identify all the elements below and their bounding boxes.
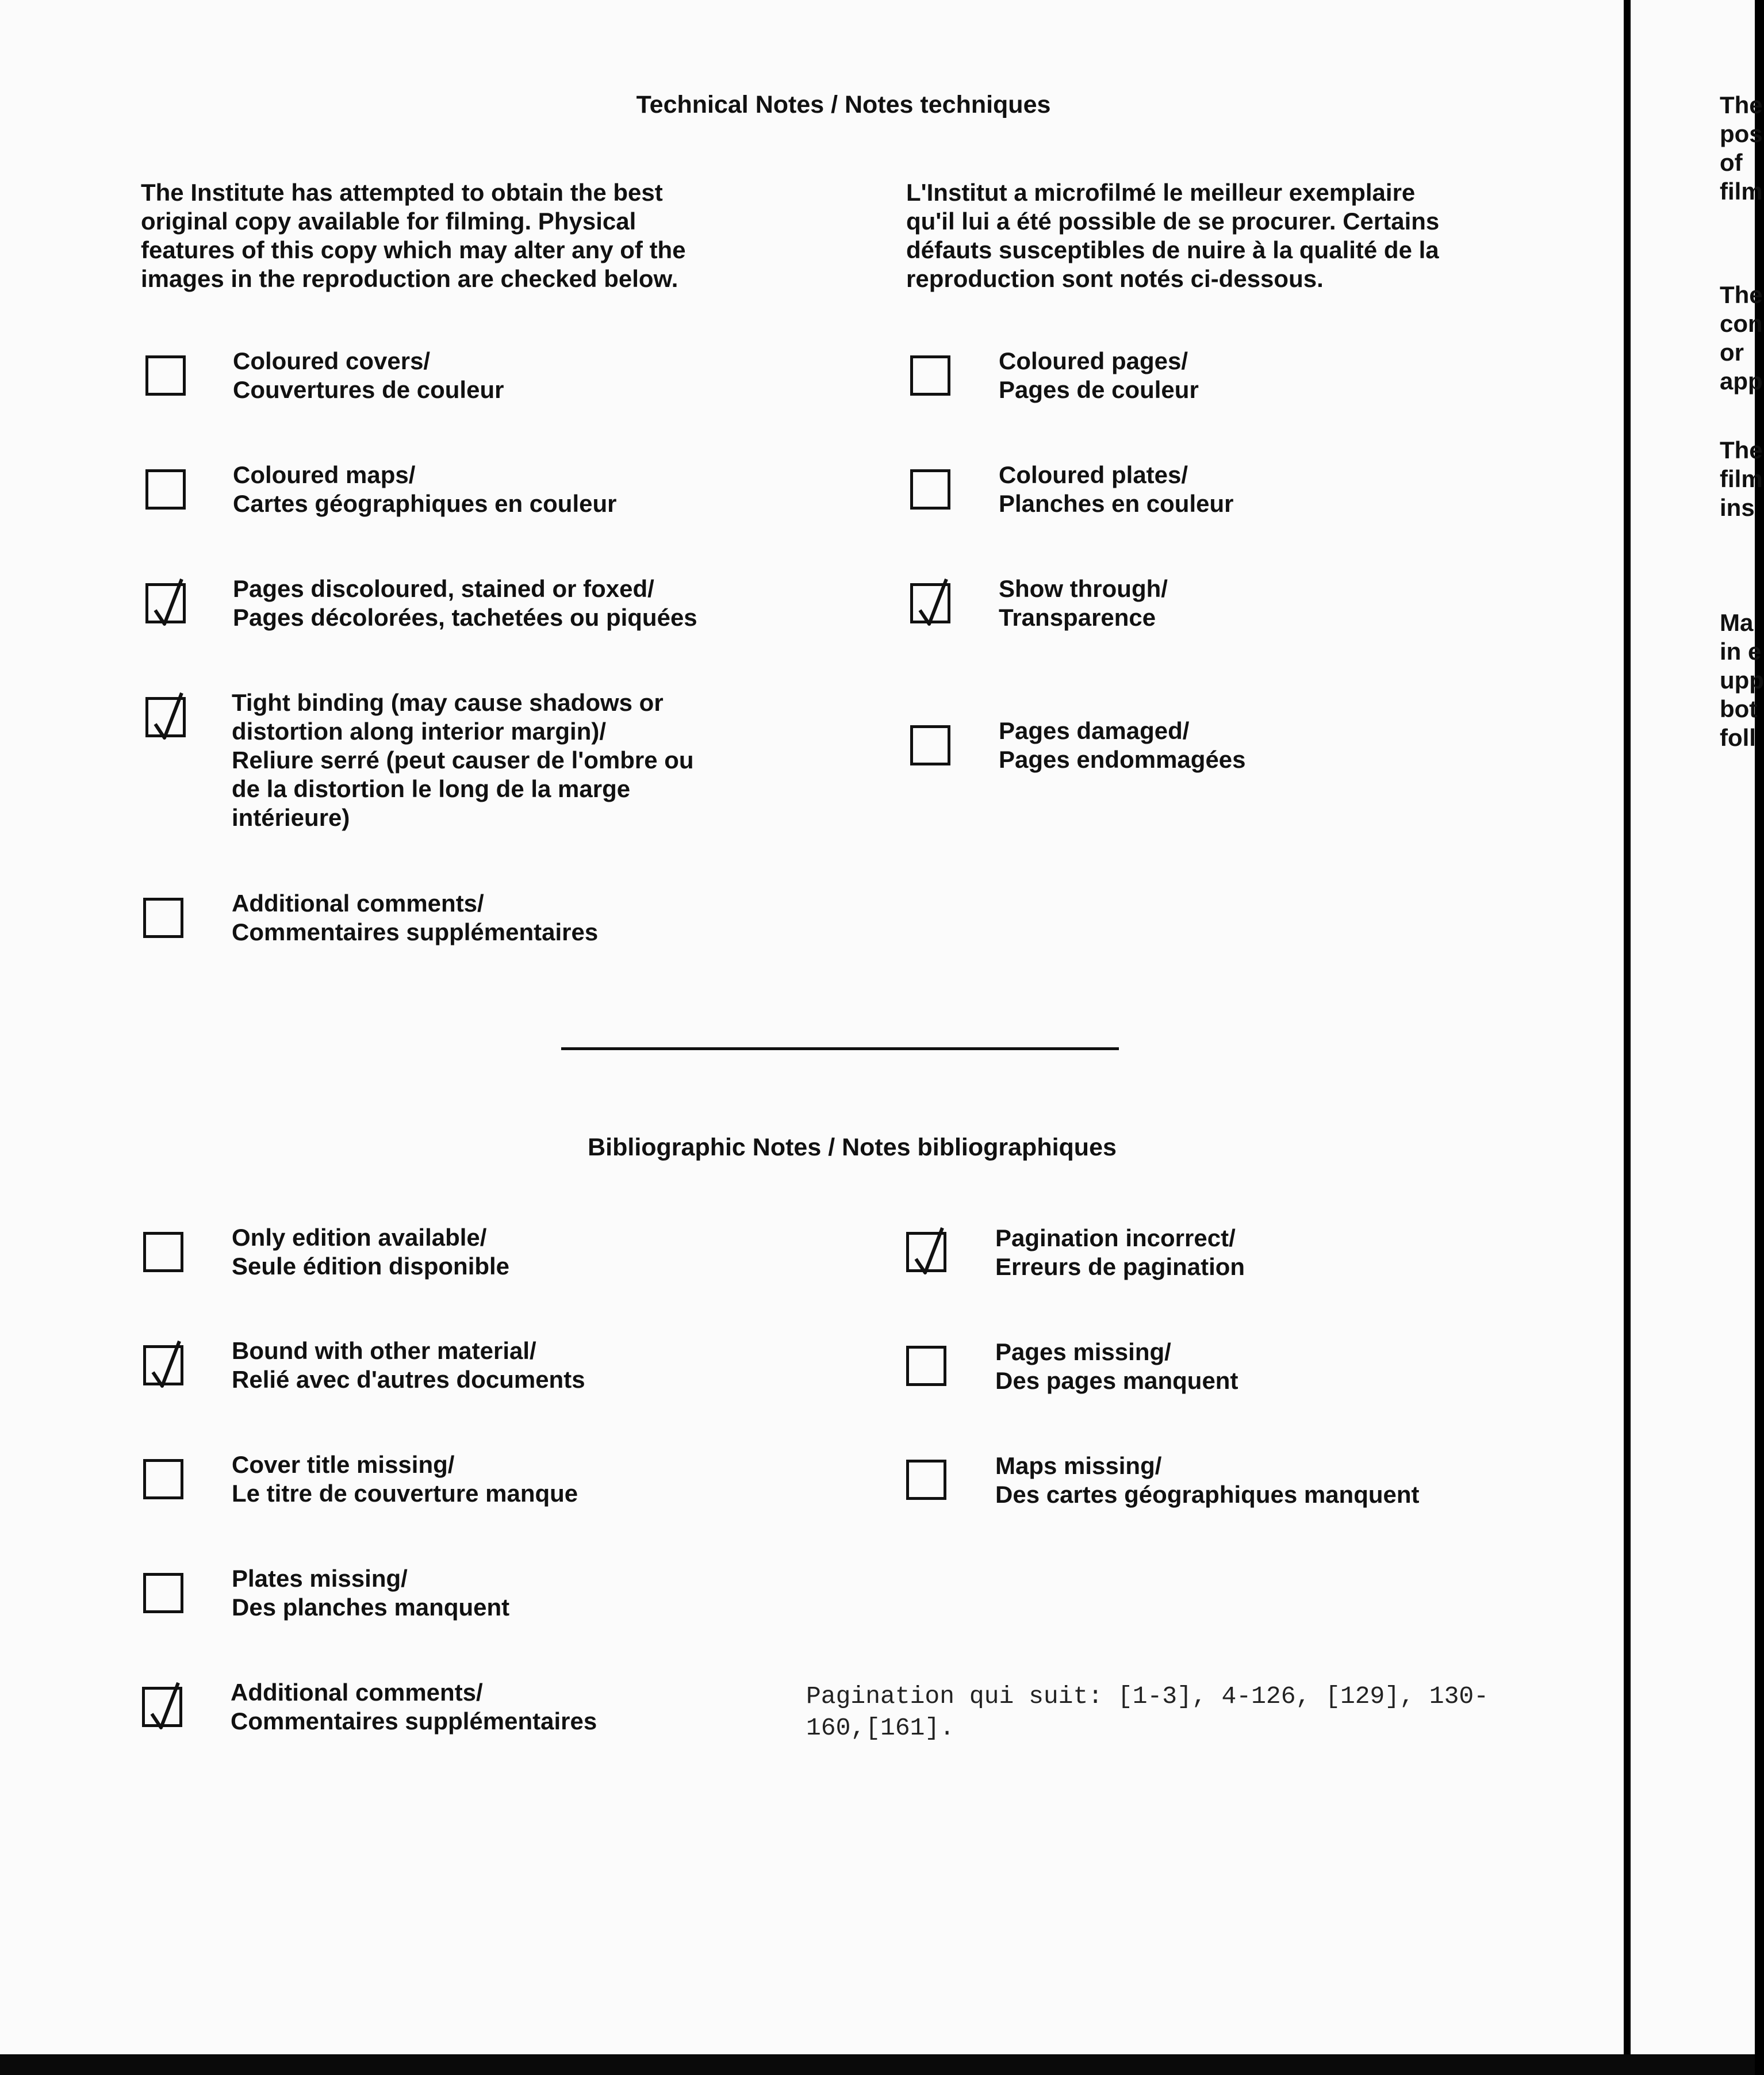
item-label-en: Additional comments/ xyxy=(231,1679,483,1706)
item-label-fr: Couvertures de couleur xyxy=(233,376,504,403)
checkbox[interactable] xyxy=(906,1460,946,1500)
item-label-en: Coloured covers/ xyxy=(233,347,431,374)
fragment-text: foll xyxy=(1720,724,1756,751)
fragment-text: Ma xyxy=(1720,609,1754,636)
technical-intro-french: L'Institut a microfilmé le meilleur exemplaire qu'il lui a été possible de se procurer. Certains défauts susceptibles de nuire à la qualité de la reproduction sont notés ci-dessous. xyxy=(906,179,1440,292)
item-label-en: Cover title missing/ xyxy=(232,1451,455,1478)
checkbox[interactable] xyxy=(143,1345,183,1385)
checkbox[interactable] xyxy=(906,1346,946,1386)
checkbox[interactable] xyxy=(145,697,186,737)
item-label-en: Pages damaged/ xyxy=(999,717,1190,744)
checkbox[interactable] xyxy=(145,583,186,623)
item-label-en: Maps missing/ xyxy=(995,1452,1162,1479)
checkmark-icon xyxy=(148,1339,183,1391)
checkbox[interactable] xyxy=(910,469,950,510)
item-label-fr: Pages de couleur xyxy=(999,376,1199,403)
fragment-text: film xyxy=(1720,465,1763,492)
item-label-fr: Le titre de couverture manque xyxy=(232,1480,578,1507)
checkmark-icon xyxy=(147,1680,182,1732)
section-divider xyxy=(561,1047,1119,1050)
item-label-fr: Transparence xyxy=(999,604,1156,631)
item-label-fr: Cartes géographiques en couleur xyxy=(233,490,617,517)
fragment-text: pos xyxy=(1720,120,1763,147)
pagination-note: Pagination qui suit: [1-3], 4-126, [129], 130-160,[161]. xyxy=(806,1682,1489,1742)
checkbox[interactable] xyxy=(910,355,950,396)
fragment-text: bot xyxy=(1720,695,1758,722)
fragment-text: upp xyxy=(1720,667,1764,694)
technical-notes-heading: Technical Notes / Notes techniques xyxy=(636,91,1051,118)
item-label-en: Pagination incorrect/ xyxy=(995,1224,1236,1251)
fragment-text: The xyxy=(1720,437,1763,464)
item-label-en: Only edition available/ xyxy=(232,1224,487,1251)
checkbox[interactable] xyxy=(910,725,950,765)
fragment-text: or xyxy=(1720,339,1744,366)
item-label-en: Tight binding (may cause shadows or xyxy=(232,689,664,716)
item-label-fr: Commentaires supplémentaires xyxy=(231,1708,597,1735)
item-label-en: Show through/ xyxy=(999,575,1168,602)
item-label-fr: Pages endommagées xyxy=(999,746,1246,773)
item-label-fr: Erreurs de pagination xyxy=(995,1253,1245,1280)
item-label-en-line2: distortion along interior margin)/ xyxy=(232,718,606,745)
checkbox[interactable] xyxy=(145,469,186,510)
item-label-en: Pages discoloured, stained or foxed/ xyxy=(233,575,654,602)
item-label-en: Pages missing/ xyxy=(995,1338,1171,1365)
fragment-text: in e xyxy=(1720,638,1762,665)
item-label-en: Plates missing/ xyxy=(232,1565,408,1592)
item-label-en: Coloured plates/ xyxy=(999,461,1188,488)
item-label-fr: Des planches manquent xyxy=(232,1594,510,1621)
checkbox[interactable] xyxy=(143,1232,183,1272)
checkbox[interactable] xyxy=(143,898,183,938)
fragment-text: film xyxy=(1720,178,1763,205)
bibliographic-notes-heading: Bibliographic Notes / Notes bibliographiques xyxy=(588,1134,1117,1161)
item-label-fr: Commentaires supplémentaires xyxy=(232,918,599,945)
checkbox[interactable] xyxy=(143,1573,183,1613)
checkbox[interactable] xyxy=(142,1687,182,1727)
checkmark-icon xyxy=(151,577,185,629)
fragment-text: The xyxy=(1720,91,1763,118)
checkbox[interactable] xyxy=(143,1459,183,1499)
item-label-en: Additional comments/ xyxy=(232,890,484,917)
item-label-fr: Seule édition disponible xyxy=(232,1253,510,1280)
fragment-text: ins xyxy=(1720,494,1755,521)
checkbox[interactable] xyxy=(910,583,950,623)
adjacent-page-fragment xyxy=(1631,0,1764,2054)
item-label-en: Bound with other material/ xyxy=(232,1337,536,1364)
item-label-en: Coloured maps/ xyxy=(233,461,416,488)
item-label-fr: Reliure serré (peut causer de l'ombre ou xyxy=(232,746,694,774)
fragment-text: app xyxy=(1720,367,1763,395)
fragment-text: The xyxy=(1720,281,1763,308)
fragment-text: con xyxy=(1720,310,1763,337)
checkmark-icon xyxy=(151,691,185,742)
item-label-fr: Pages décolorées, tachetées ou piquées xyxy=(233,604,697,631)
item-label-fr: Des pages manquent xyxy=(995,1367,1238,1394)
checkbox[interactable] xyxy=(906,1232,946,1272)
item-label-fr: Relié avec d'autres documents xyxy=(232,1366,585,1393)
item-label-en: Coloured pages/ xyxy=(999,347,1188,374)
item-label-fr-line2: de la distortion le long de la marge xyxy=(232,775,631,802)
item-label-fr: Des cartes géographiques manquent xyxy=(995,1481,1420,1508)
item-label-fr-line3: intérieure) xyxy=(232,804,350,831)
item-label-fr: Planches en couleur xyxy=(999,490,1234,517)
technical-intro-english: The Institute has attempted to obtain the best original copy available for filming. Physical features of this copy which may alter any of the images in the reproduction are checked below. xyxy=(141,179,686,292)
fragment-text: of xyxy=(1720,149,1743,176)
checkmark-icon xyxy=(915,577,950,629)
checkbox[interactable] xyxy=(145,355,186,396)
scan-border xyxy=(0,2054,1755,2075)
checkmark-icon xyxy=(911,1226,946,1277)
